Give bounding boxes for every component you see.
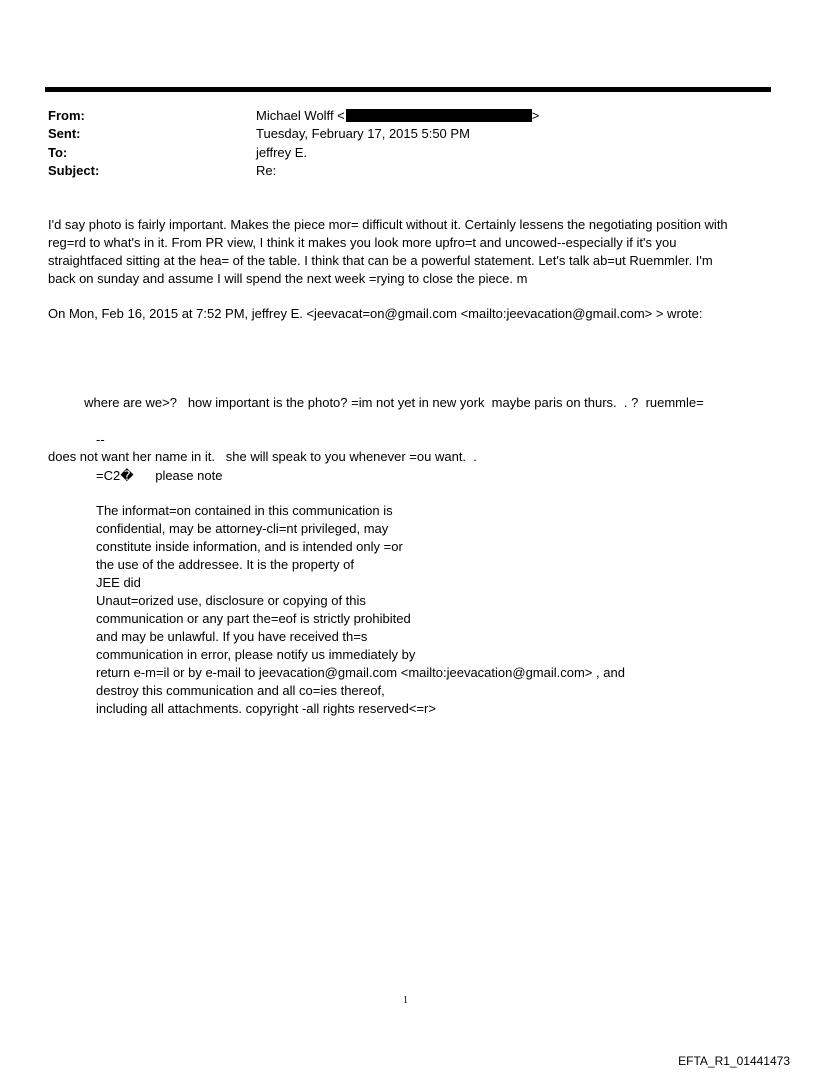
page-number: 1 (403, 995, 408, 1006)
disclaimer-line: constitute inside information, and is intended only =or (96, 539, 403, 554)
from-value (256, 107, 539, 125)
disclaimer-line: The informat=on contained in this communication is (96, 503, 393, 518)
sent-label: Sent: (48, 126, 81, 141)
quoted-line: where are we>? how important is the photo? =im not yet in new york maybe paris on thurs. . ? ruemmle= (48, 395, 704, 410)
header-divider-rule (45, 87, 771, 92)
reply-line: straightfaced sitting at the hea= of the table. I think that can be a powerful statement. Let's talk ab=ut Ruemmler. I'm (48, 253, 713, 268)
sent-value: Tuesday, February 17, 2015 5:50 PM (256, 126, 470, 141)
disclaimer-line: communication in error, please notify us immediately by (96, 647, 416, 662)
disclaimer-line: communication or any part the=eof is strictly prohibited (96, 611, 411, 626)
subject-value: Re: (256, 163, 277, 178)
quote-header (48, 305, 702, 323)
document-id: EFTA_R1_01441473 (678, 1054, 790, 1068)
reply-body (48, 216, 728, 288)
disclaimer-line: JEE did (96, 575, 141, 590)
to-label: To: (48, 145, 68, 160)
from-name: Michael Wolff < (256, 108, 345, 123)
from-suffix: > (531, 108, 540, 123)
quoted-message (48, 358, 704, 484)
redaction-bar (346, 109, 532, 122)
disclaimer (96, 502, 625, 718)
please-note-line: =C2� please note (96, 468, 223, 483)
reply-line: reg=rd to what's in it. From PR view, I think it makes you look more upfro=t and uncowed--especially if it's you (48, 235, 677, 250)
disclaimer-line: and may be unlawful. If you have received th=s (96, 629, 368, 644)
to-value: jeffrey E. (256, 145, 308, 160)
from-label: From: (48, 108, 85, 123)
reply-line: I'd say photo is fairly important. Makes the piece mor= difficult without it. Certainly lessens the negotiating position with (48, 217, 728, 232)
disclaimer-line: including all attachments. copyright -all rights reserved<=r> (96, 701, 436, 716)
disclaimer-line: destroy this communication and all co=ies thereof, (96, 683, 385, 698)
quote-header-line: On Mon, Feb 16, 2015 at 7:52 PM, jeffrey E. <jeevacat=on@gmail.com <mailto:jeevacation@gmail.com> > wrote: (48, 306, 703, 321)
disclaimer-line: Unaut=orized use, disclosure or copying of this (96, 593, 366, 608)
quoted-line: does not want her name in it. she will speak to you whenever =ou want. . (48, 449, 477, 464)
disclaimer-line: confidential, may be attorney-cli=nt privileged, may (96, 521, 389, 536)
reply-line: back on sunday and assume I will spend the next week =rying to close the piece. m (48, 271, 528, 286)
disclaimer-line: return e-m=il or by e-mail to jeevacation@gmail.com <mailto:jeevacation@gmail.com> , and (96, 665, 625, 680)
subject-label: Subject: (48, 163, 100, 178)
signature-separator: -- (96, 432, 105, 447)
disclaimer-line: the use of the addressee. It is the property of (96, 557, 354, 572)
